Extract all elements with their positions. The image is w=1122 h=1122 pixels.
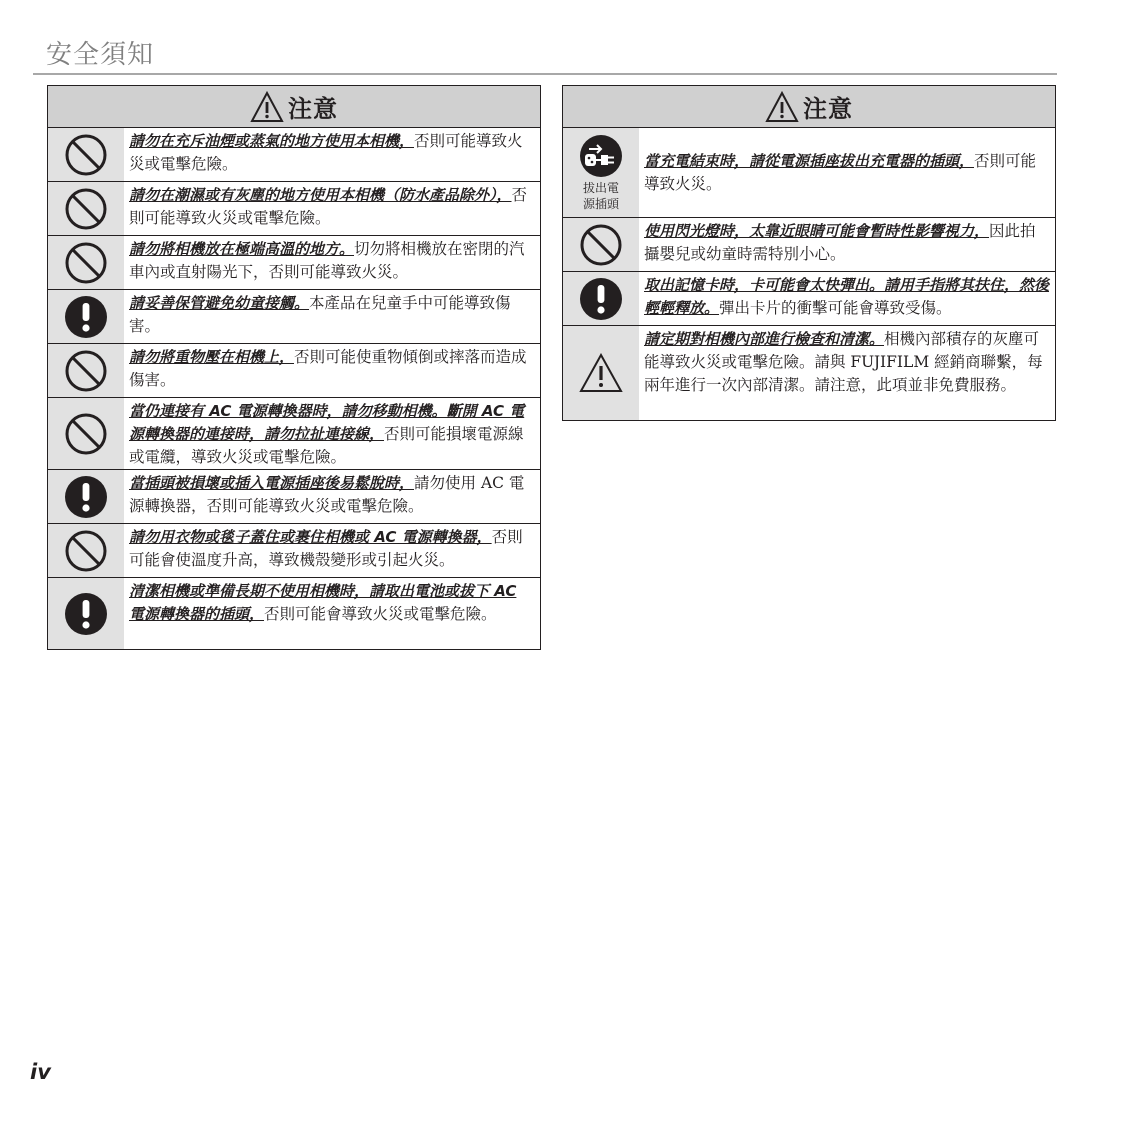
- caution-header-title: 注意: [288, 95, 338, 123]
- caution-text: 否則可能使重物傾倒或摔落而造成傷害。: [129, 348, 527, 389]
- caution-row: [48, 236, 540, 290]
- caution-text: 否則可能導致火災或電擊危險。: [129, 132, 523, 173]
- caution-text: 相機內部積存的灰塵可能導致火災或電擊危險。請與 FUJIFILM 經銷商聯繫，每兩年進行一次內部清潔。請注意，此項並非免費服務。: [644, 330, 1043, 394]
- caution-row: [563, 218, 1055, 272]
- mandatory-icon: [64, 592, 108, 636]
- caution-row: [563, 128, 1055, 218]
- caution-emphasis: 請妥善保管避免幼童接觸。: [129, 294, 310, 312]
- unplug-label: 拔出電源插頭: [582, 180, 619, 211]
- caution-emphasis: 當插頭被損壞或插入電源插座後易鬆脫時，: [129, 474, 415, 492]
- caution-emphasis: 請勿將相機放在極端高溫的地方。: [129, 240, 355, 258]
- prohibited-icon: [64, 349, 108, 393]
- caution-emphasis: 當充電結束時，請從電源插座拔出充電器的插頭，: [644, 151, 975, 170]
- page-title: 安全須知: [46, 40, 155, 70]
- prohibited-icon: [64, 529, 108, 573]
- caution-text: 請勿使用 AC 電源轉換器，否則可能導致火災或電擊危險。: [129, 474, 525, 515]
- caution-row: [48, 344, 540, 398]
- prohibited-icon: [579, 223, 623, 267]
- caution-emphasis: 請勿在潮濕或有灰塵的地方使用本相機（防水產品除外），: [129, 186, 512, 204]
- caution-text: 本產品在兒童手中可能導致傷害。: [129, 294, 511, 335]
- caution-row: [48, 290, 540, 344]
- caution-row: [563, 326, 1055, 420]
- prohibited-icon: [64, 412, 108, 456]
- caution-emphasis: 請定期對相機內部進行檢查和清潔。: [644, 330, 885, 348]
- mandatory-icon: [579, 277, 623, 321]
- caution-text: 彈出卡片的衝擊可能會導致受傷。: [719, 299, 952, 317]
- caution-emphasis: 請勿用衣物或毯子蓋住或裹住相機或 AC 電源轉換器，: [129, 528, 492, 546]
- warning-triangle-icon: [765, 91, 799, 123]
- caution-row: [48, 578, 540, 649]
- caution-row: [48, 524, 540, 578]
- warning-triangle-icon: [250, 91, 284, 123]
- caution-icon: [579, 353, 623, 393]
- prohibited-icon: [64, 241, 108, 285]
- caution-text: 否則可能損壞電源線或電纜，導致火災或電擊危險。: [129, 425, 524, 466]
- page-number: iv: [30, 1060, 51, 1084]
- unplug-icon: [579, 134, 623, 178]
- caution-text: 否則可能會使溫度升高，導致機殼變形或引起火災。: [129, 528, 523, 569]
- caution-header: [563, 86, 1055, 128]
- caution-table-left: [47, 85, 541, 650]
- mandatory-icon: [64, 475, 108, 519]
- caution-emphasis: 使用閃光燈時，太靠近眼睛可能會暫時性影響視力，: [644, 222, 990, 240]
- caution-emphasis: 請勿將重物壓在相機上，: [129, 348, 295, 366]
- caution-emphasis: 當仍連接有 AC 電源轉換器時，請勿移動相機。斷開 AC 電源轉換器的連接時，請勿拉扯連接線，: [129, 402, 525, 443]
- caution-emphasis: 清潔相機或準備長期不使用相機時，請取出電池或拔下 AC 電源轉換器的插頭，: [129, 582, 517, 623]
- title-divider: [33, 73, 1057, 75]
- caution-text: 否則可能導致火災。: [644, 151, 1037, 193]
- caution-row: [48, 128, 540, 182]
- caution-header: [48, 86, 540, 128]
- caution-text: 切勿將相機放在密閉的汽車內或直射陽光下，否則可能導致火災。: [129, 240, 525, 281]
- mandatory-icon: [64, 295, 108, 339]
- caution-row: [48, 398, 540, 470]
- caution-emphasis: 請勿在充斥油煙或蒸氣的地方使用本相機，: [129, 132, 415, 150]
- prohibited-icon: [64, 187, 108, 231]
- caution-emphasis: 取出記憶卡時，卡可能會太快彈出。請用手指將其扶住，然後輕輕釋放。: [644, 276, 1050, 317]
- caution-header-title: 注意: [803, 95, 853, 123]
- caution-row: [48, 182, 540, 236]
- caution-text: 否則可能會導致火災或電擊危險。: [264, 605, 497, 623]
- caution-text: 否則可能導致火災或電擊危險。: [129, 186, 528, 227]
- caution-row: [48, 470, 540, 524]
- prohibited-icon: [64, 133, 108, 177]
- caution-table-right: [562, 85, 1056, 421]
- caution-row: [563, 272, 1055, 326]
- caution-text: 因此拍攝嬰兒或幼童時需特別小心。: [644, 222, 1036, 263]
